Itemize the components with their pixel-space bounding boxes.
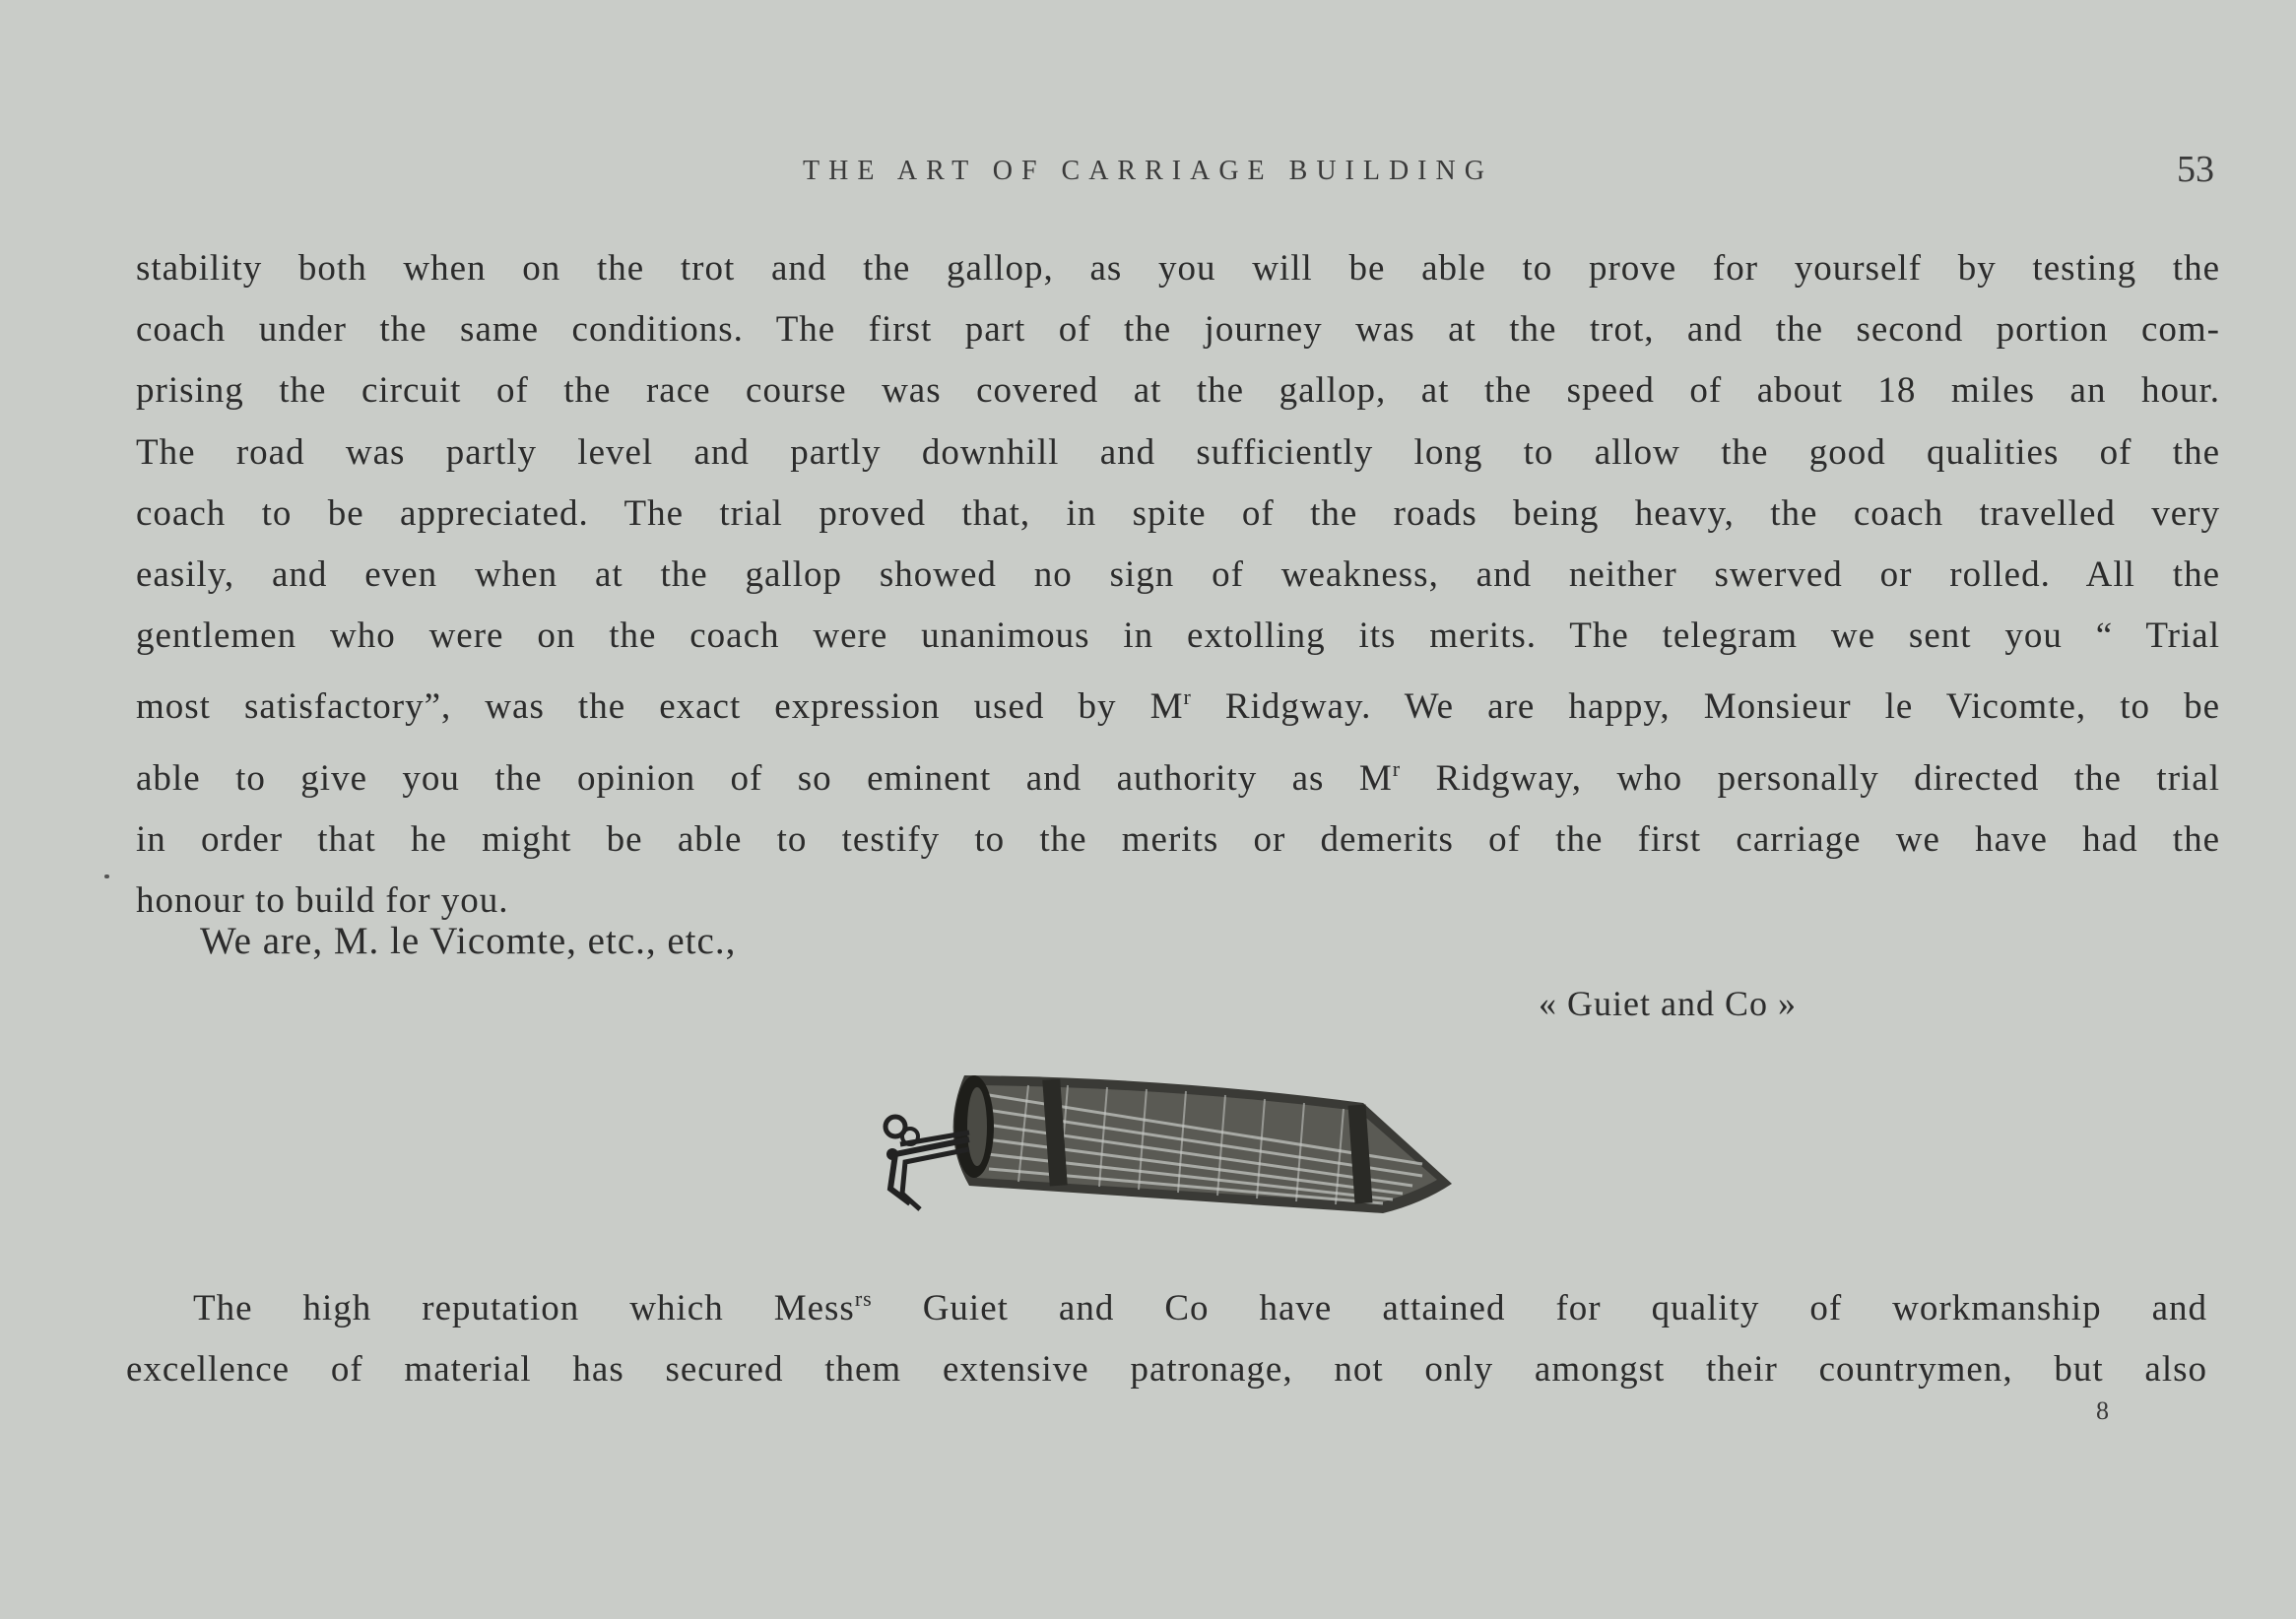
text-line bbox=[136, 739, 2220, 810]
text-line bbox=[136, 667, 2220, 738]
text-segment: Ridgway, who personally directed the trial bbox=[1401, 757, 2220, 799]
text-line: honour to build for you. bbox=[136, 880, 509, 922]
superscript: rs bbox=[854, 1286, 873, 1311]
text-line: excellence of material has secured them extensive patronage, not only amongst their countrymen, but also bbox=[126, 1349, 2207, 1390]
text-line: coach to be appreciated. The trial proved that, in spite of the roads being heavy, the coach travelled very bbox=[136, 492, 2220, 534]
margin-mark bbox=[104, 874, 109, 878]
letter-signature: « Guiet and Co » bbox=[1539, 984, 1797, 1023]
text-line: The road was partly level and partly downhill and sufficiently long to allow the good qualities of the bbox=[136, 431, 2220, 473]
text-line: easily, and even when at the gallop showed no sign of weakness, and neither swerved or rolled. All the bbox=[136, 554, 2220, 596]
text-segment: Ridgway. We are happy, Monsieur le Vicomte, to be bbox=[1191, 686, 2221, 728]
superscript: r bbox=[1183, 684, 1192, 710]
text-line: gentlemen who were on the coach were unanimous in extolling its merits. The telegram we sent you “ Trial bbox=[136, 615, 2220, 657]
printer-signature-mark: 8 bbox=[2096, 1396, 2109, 1425]
page-number: 53 bbox=[2177, 149, 2214, 190]
running-title: THE ART OF CARRIAGE BUILDING bbox=[803, 156, 1493, 186]
text-line: in order that he might be able to testify to the merits or demerits of the first carriage we have had the bbox=[136, 818, 2220, 860]
whip-basket-illustration-icon bbox=[871, 1056, 1454, 1233]
text-segment: able to give you the opinion of so eminent and authority as M bbox=[136, 757, 1393, 799]
text-segment: Guiet and Co have attained for quality of workmanship and bbox=[872, 1288, 2207, 1328]
text-line: prising the circuit of the race course was covered at the gallop, at the speed of about 18 miles an hour. bbox=[136, 370, 2220, 412]
text-segment: most satisfactory”, was the exact expression used by M bbox=[136, 686, 1184, 728]
text-line bbox=[126, 1268, 2207, 1339]
text-line: stability both when on the trot and the gallop, as you will be able to prove for yourself by testing the bbox=[136, 248, 2220, 289]
superscript: r bbox=[1392, 755, 1402, 781]
letter-closing: We are, M. le Vicomte, etc., etc., bbox=[200, 920, 737, 962]
text-segment: The high reputation which Mess bbox=[193, 1288, 855, 1328]
paragraph-letter-body bbox=[136, 238, 2220, 932]
text-line: coach under the same conditions. The first part of the journey was at the trot, and the second portion com- bbox=[136, 309, 2220, 351]
paragraph-reputation bbox=[126, 1268, 2207, 1400]
